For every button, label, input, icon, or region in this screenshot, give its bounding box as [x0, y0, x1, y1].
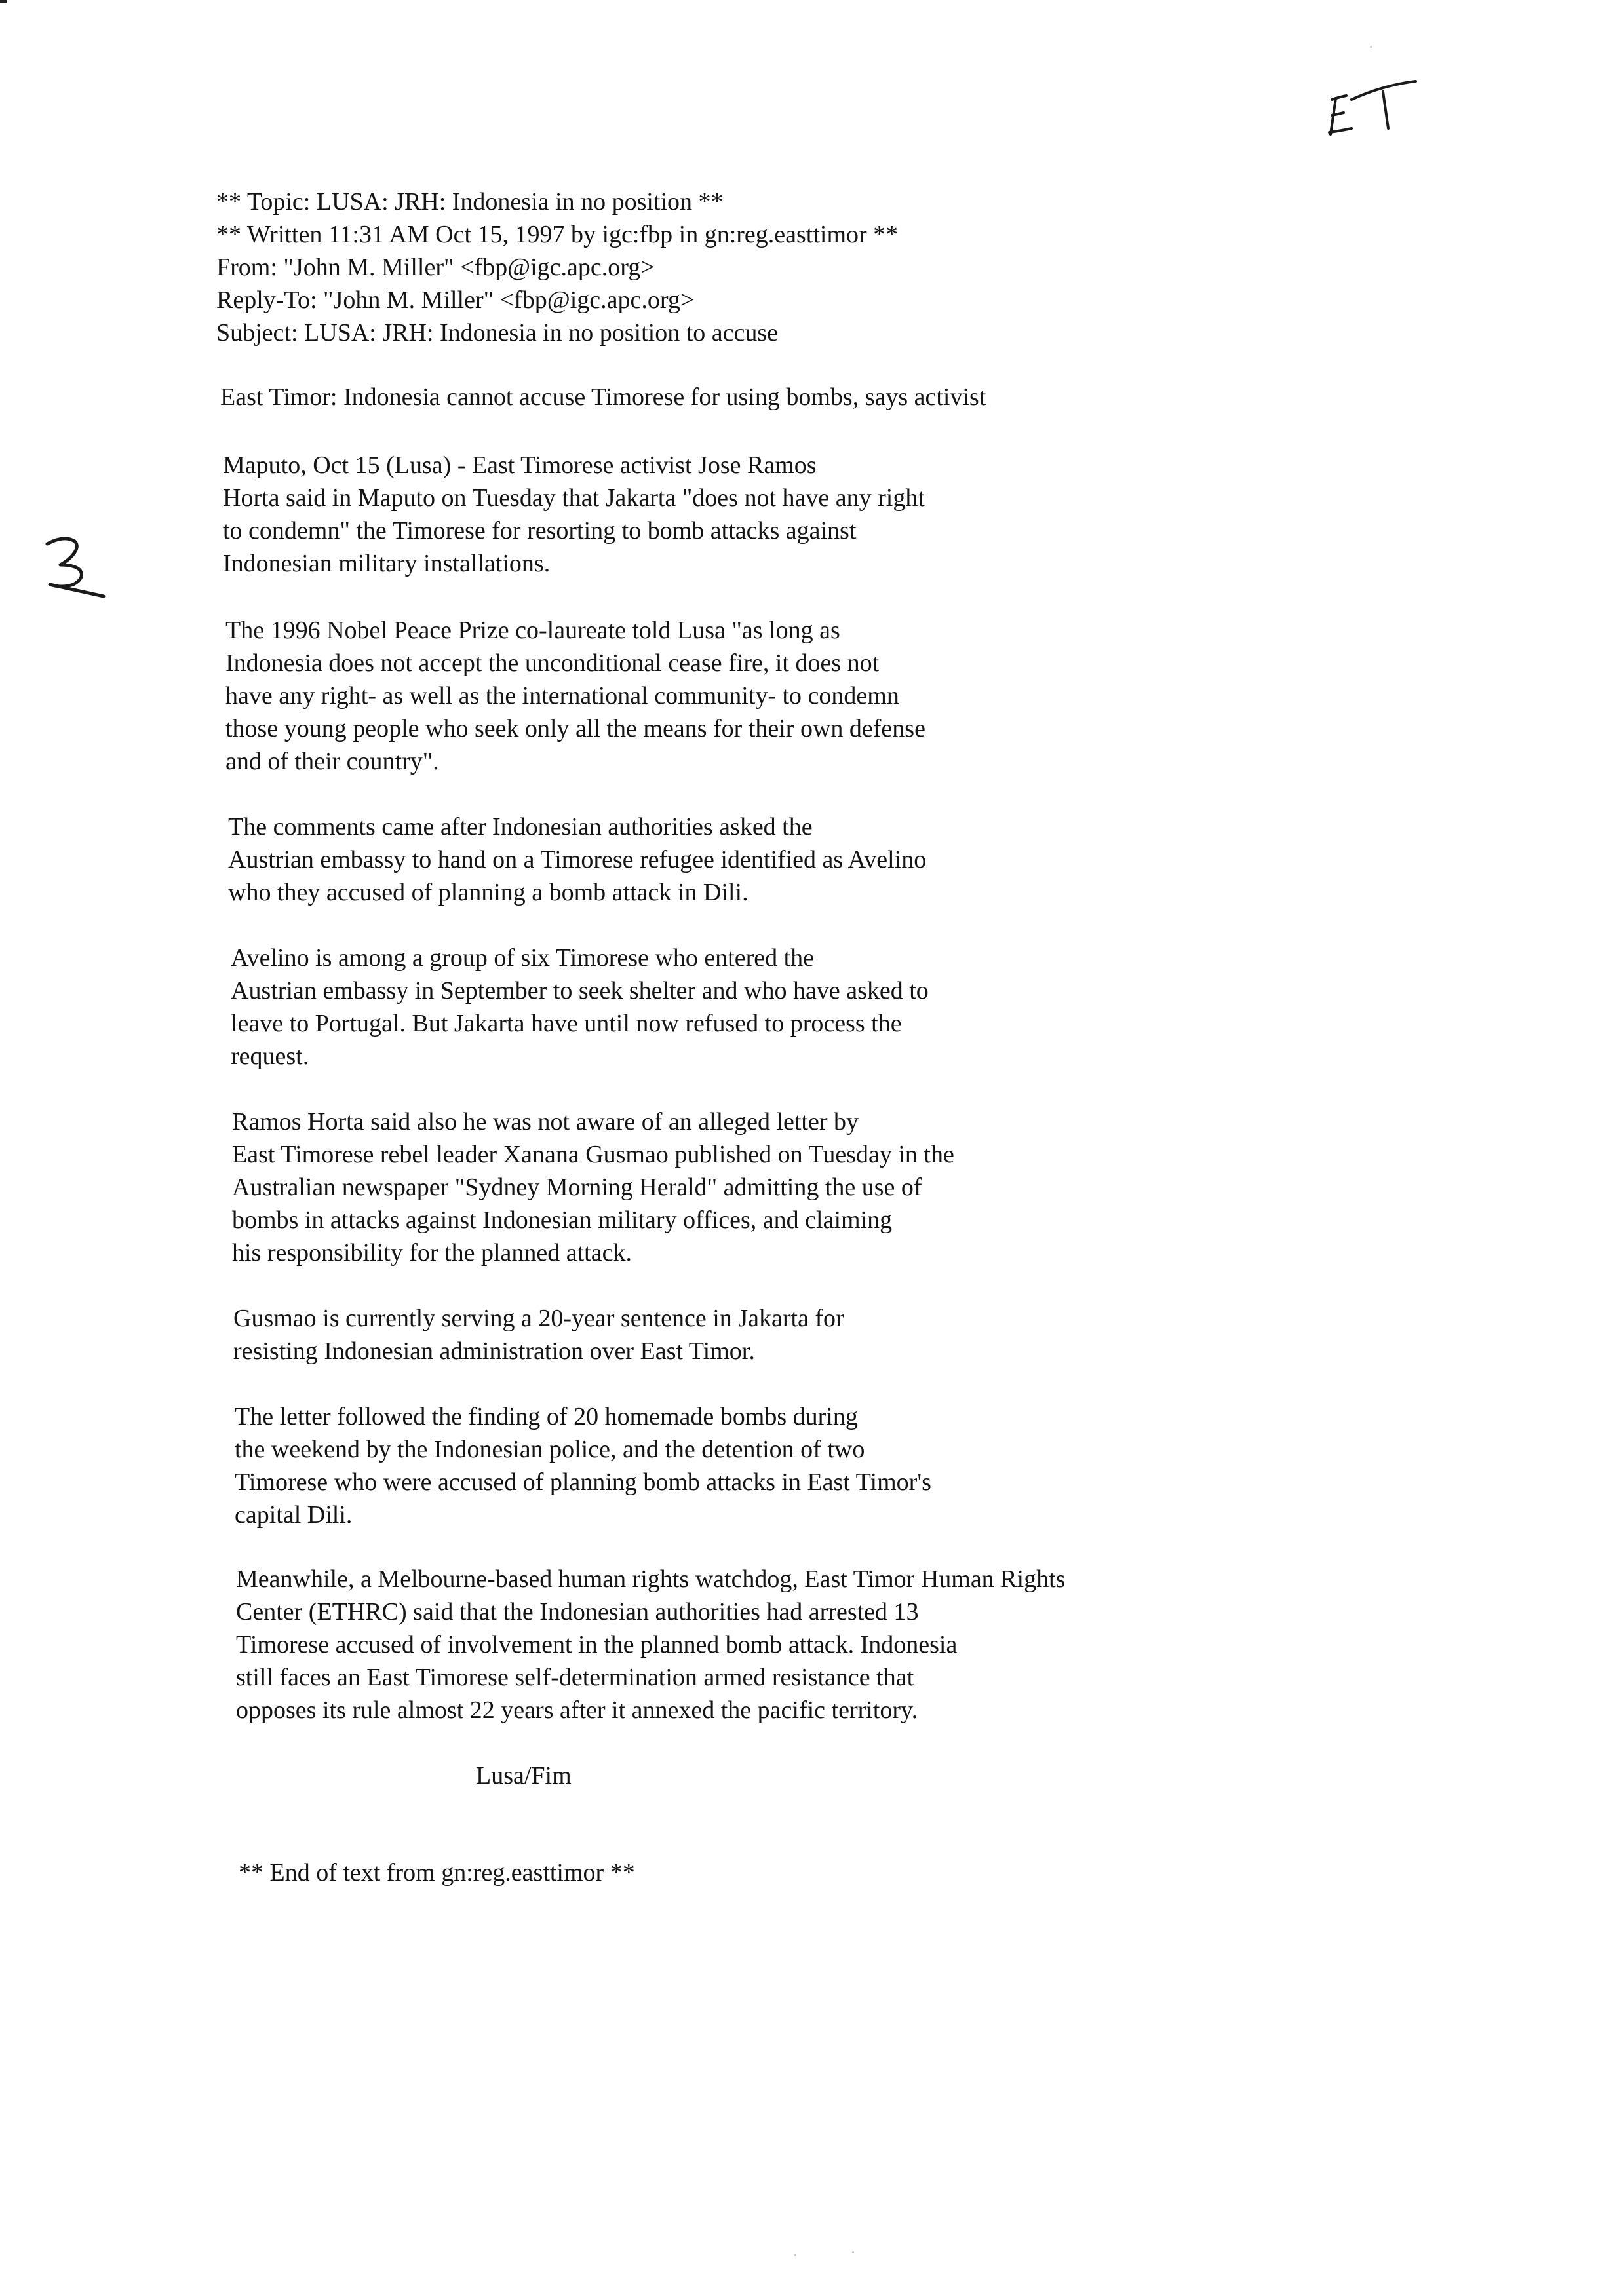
paragraph-line: to condemn" the Timorese for resorting to bomb attacks against	[223, 517, 857, 545]
paragraph-line: still faces an East Timorese self-determination armed resistance that	[236, 1664, 914, 1691]
paragraph-line: those young people who seek only all the means for their own defense	[225, 715, 925, 742]
paragraph-line: Ramos Horta said also he was not aware of an alleged letter by	[232, 1108, 859, 1136]
paragraph-line: Indonesian military installations.	[223, 550, 551, 577]
paragraph-line: Avelino is among a group of six Timorese who entered the	[231, 944, 815, 972]
handwritten-page-number	[38, 529, 110, 602]
paragraph-line: bombs in attacks against Indonesian military offices, and claiming	[232, 1206, 893, 1234]
paragraph-line: Horta said in Maputo on Tuesday that Jakarta "does not have any right	[223, 484, 925, 512]
paragraph-line: Center (ETHRC) said that the Indonesian authorities had arrested 13	[236, 1598, 919, 1626]
paragraph-line: The comments came after Indonesian authorities asked the	[228, 813, 813, 841]
scan-speck	[852, 2251, 854, 2253]
scan-corner-mark	[0, 0, 7, 3]
footer-end-of-text: ** End of text from gn:reg.easttimor **	[239, 1859, 635, 1886]
paragraph-line: capital Dili.	[235, 1501, 353, 1529]
header-reply-to: Reply-To: "John M. Miller" <fbp@igc.apc.org>	[216, 286, 695, 314]
scan-speck	[794, 2254, 796, 2256]
article-headline: East Timor: Indonesia cannot accuse Timorese for using bombs, says activist	[220, 383, 986, 411]
paragraph-line: The letter followed the finding of 20 homemade bombs during	[235, 1403, 858, 1430]
paragraph-line: Australian newspaper "Sydney Morning Herald" admitting the use of	[232, 1174, 922, 1201]
paragraph-line: request.	[231, 1043, 309, 1070]
paragraph-line: have any right- as well as the international community- to condemn	[225, 682, 899, 710]
paragraph-line: Timorese accused of involvement in the planned bomb attack. Indonesia	[236, 1631, 958, 1658]
paragraph-line: Timorese who were accused of planning bomb attacks in East Timor's	[235, 1468, 931, 1496]
paragraph-line: and of their country".	[225, 748, 439, 775]
paragraph-line: Maputo, Oct 15 (Lusa) - East Timorese activist Jose Ramos	[223, 451, 817, 479]
paragraph-line: leave to Portugal. But Jakarta have until now refused to process the	[231, 1010, 902, 1037]
header-subject: Subject: LUSA: JRH: Indonesia in no position to accuse	[216, 319, 779, 347]
article-signoff: Lusa/Fim	[476, 1762, 572, 1789]
paragraph-line: the weekend by the Indonesian police, and the detention of two	[235, 1436, 865, 1463]
scan-speck	[1370, 46, 1372, 48]
paragraph-line: Meanwhile, a Melbourne-based human rights watchdog, East Timor Human Rights	[236, 1565, 1066, 1593]
paragraph-line: Indonesia does not accept the unconditional cease fire, it does not	[225, 649, 880, 677]
paragraph-line: East Timorese rebel leader Xanana Gusmao published on Tuesday in the	[232, 1141, 954, 1168]
handwritten-initials-et	[1317, 72, 1429, 144]
paragraph-line: his responsibility for the planned attack.	[232, 1239, 632, 1267]
paragraph-line: who they accused of planning a bomb attack in Dili.	[228, 879, 749, 906]
paragraph-line: Gusmao is currently serving a 20-year sentence in Jakarta for	[233, 1305, 844, 1332]
paragraph-line: resisting Indonesian administration over East Timor.	[233, 1337, 755, 1365]
header-written: ** Written 11:31 AM Oct 15, 1997 by igc:fbp in gn:reg.easttimor **	[216, 221, 899, 248]
paragraph-line: The 1996 Nobel Peace Prize co-laureate told Lusa "as long as	[225, 617, 840, 644]
paragraph-line: opposes its rule almost 22 years after it annexed the pacific territory.	[236, 1696, 918, 1724]
paragraph-line: Austrian embassy in September to seek shelter and who have asked to	[231, 977, 929, 1004]
paragraph-line: Austrian embassy to hand on a Timorese refugee identified as Avelino	[228, 846, 927, 873]
header-from: From: "John M. Miller" <fbp@igc.apc.org>	[216, 254, 655, 281]
header-topic: ** Topic: LUSA: JRH: Indonesia in no position **	[216, 188, 724, 216]
